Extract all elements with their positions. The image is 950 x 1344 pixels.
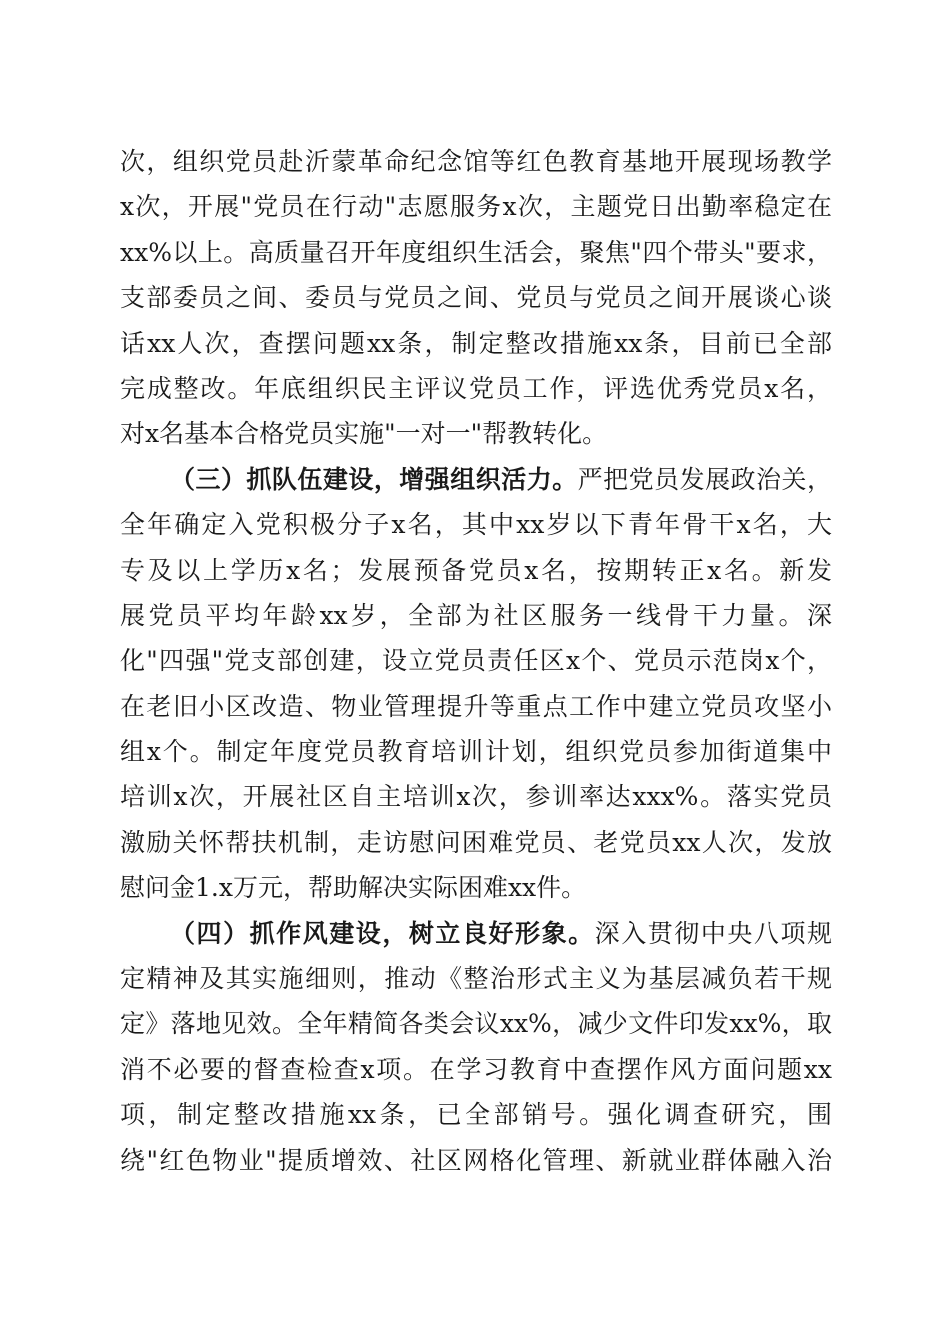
section-heading-3: （三）抓队伍建设，增强组织活力。 — [170, 464, 578, 494]
paragraph-2-first-line — [120, 457, 832, 502]
paragraph-2-line-5: 化"四强"党支部创建，设立党员责任区x个、党员示范岗x个， — [120, 646, 832, 676]
paragraph-1-line-1: 次，组织党员赴沂蒙革命纪念馆等红色教育基地开展现场教学 — [120, 147, 832, 176]
paragraph-2-line-3: 专及以上学历x名；发展预备党员x名，按期转正x名。新发 — [120, 555, 832, 585]
section-heading-4: （四）抓作风建设，树立良好形象。 — [170, 918, 595, 948]
paragraph-2-line-7: 组x个。制定年度党员教育培训计划，组织党员参加街道集中 — [120, 737, 832, 767]
paragraph-1-line-7: 对x名基本合格党员实施"一对一"帮教转化。 — [120, 419, 608, 449]
paragraph-3-line-2: 定精神及其实施细则，推动《整治形式主义为基层减负若干规 — [120, 964, 832, 994]
paragraph-1-line-3: xx%以上。高质量召开年度组织生活会，聚焦"四个带头"要求， — [120, 237, 832, 267]
paragraph-3-line-3: 定》落地见效。全年精简各类会议xx%，减少文件印发xx%，取 — [120, 1009, 832, 1039]
paragraph-3-line-4: 消不必要的督查检查x项。在学习教育中查摆作风方面问题xx — [120, 1054, 832, 1084]
document-body — [120, 139, 832, 1183]
paragraph-3-first-line-text: 深入贯彻中央八项规 — [594, 918, 832, 948]
paragraph-1-line-6: 完成整改。年底组织民主评议党员工作，评选优秀党员x名， — [120, 373, 832, 403]
paragraph-1-line-5: 话xx人次，查摆问题xx条，制定整改措施xx条，目前已全部 — [120, 328, 832, 358]
paragraph-3-line-5: 项，制定整改措施xx条，已全部销号。强化调查研究，围 — [120, 1100, 832, 1130]
paragraph-2-line-8: 培训x次，开展社区自主培训x次，参训率达xxx%。落实党员 — [120, 782, 832, 812]
paragraph-3-first-line — [120, 911, 832, 956]
paragraph-2-line-10: 慰问金1.x万元，帮助解决实际困难xx件。 — [120, 873, 587, 903]
paragraph-2-line-2: 全年确定入党积极分子x名，其中xx岁以下青年骨干x名，大 — [120, 510, 832, 540]
paragraph-1-line-4: 支部委员之间、委员与党员之间、党员与党员之间开展谈心谈 — [120, 283, 832, 313]
paragraph-2-first-line-text: 严把党员发展政治关， — [577, 464, 832, 494]
paragraph-2-line-4: 展党员平均年龄xx岁，全部为社区服务一线骨干力量。深 — [120, 600, 832, 630]
paragraph-3-line-6: 绕"红色物业"提质增效、社区网格化管理、新就业群体融入治 — [120, 1145, 832, 1175]
paragraph-2-line-6: 在老旧小区改造、物业管理提升等重点工作中建立党员攻坚小 — [120, 691, 832, 721]
paragraph-1-line-2: x次，开展"党员在行动"志愿服务x次，主题党日出勤率稳定在 — [120, 192, 832, 222]
paragraph-2-line-9: 激励关怀帮扶机制，走访慰问困难党员、老党员xx人次，发放 — [120, 827, 832, 857]
